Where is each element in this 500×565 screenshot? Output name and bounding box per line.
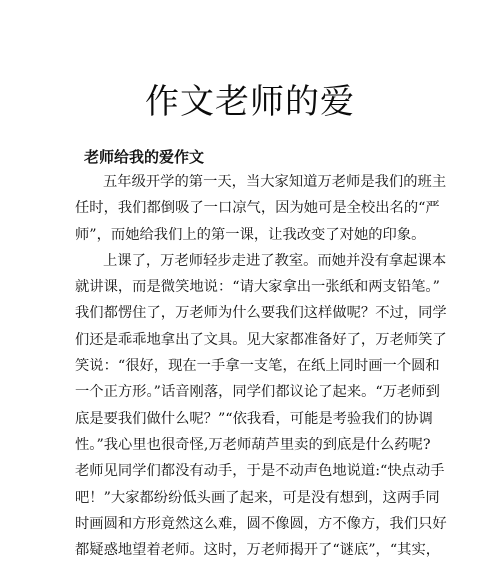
text-line: 们还是乖乖地拿出了文具。见大家都准备好了，万老师笑了 [75,331,447,348]
text-line: 时画圆和方形竟然这么难，圆不像圆，方不像方，我们只好 [75,515,447,532]
page-title: 作文老师的爱 [145,82,355,122]
text-line: 都疑惑地望着老师。这时，万老师揭开了“谜底”，“其实， [75,542,441,559]
text-line: 底是要我们做什么呢？”“依我看，可能是考验我们的协调 [75,410,433,427]
text-line: 上课了，万老师轻步走进了教室。而她并没有拿起课本 [103,252,447,269]
text-line: 性。”我心里也很奇怪,万老师葫芦里卖的到底是什么药呢? [75,436,431,453]
essay-body [75,169,447,563]
text-line: 五年级开学的第一天，当大家知道万老师是我们的班主 [103,174,447,190]
document-subtitle: 老师给我的爱作文 [84,148,205,166]
text-line: 师”，而她给我们上的第一课，让我改变了对她的印象。 [75,226,426,243]
text-line: 任时，我们都倒吸了一口凉气，因为她可是全校出名的“严 [75,200,440,217]
text-line: 就讲课，而是微笑地说：“请大家拿出一张纸和两支铅笔。” [75,279,440,296]
text-line: 笑说：“很好，现在一手拿一支笔，在纸上同时画一个圆和 [75,358,440,375]
text-line: 老师见同学们都没有动手，于是不动声色地说道:“快点动手 [75,463,445,480]
text-line: 我们都愣住了，万老师为什么要我们这样做呢？不过，同学 [75,305,447,322]
text-line: 吧！”大家都纷纷低头画了起来，可是没有想到，这两手同 [75,489,440,506]
text-line: 一个正方形。”话音刚落，同学们都议论了起来。“万老师到 [75,384,440,401]
